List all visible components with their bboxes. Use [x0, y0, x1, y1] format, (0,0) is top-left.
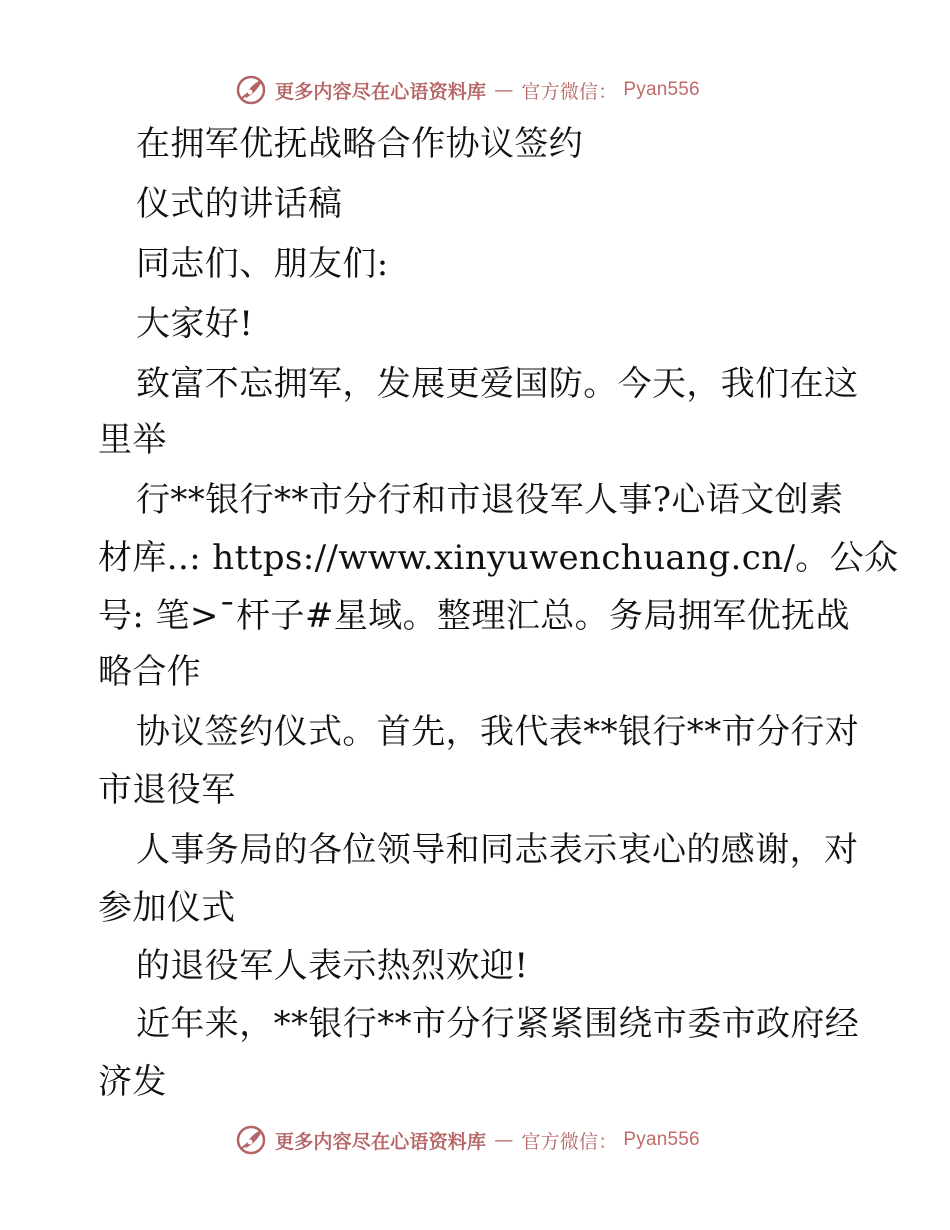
header-banner-official-label: 官方微信： [521, 80, 618, 103]
header-banner-main-text: 更多内容尽在心语资料库 [275, 80, 487, 103]
document-line: 号: 笔>¯杆子#星域。整理汇总。务局拥军优抚战 [98, 596, 850, 636]
document-line: 济发 [98, 1062, 167, 1102]
document-line: 协议签约仪式。首先，我代表**银行**市分行对 [136, 712, 860, 752]
document-line: 市退役军 [98, 770, 236, 810]
document-line: 参加仪式 [98, 888, 236, 928]
document-line: 同志们、朋友们: [136, 244, 389, 284]
header-banner-dash: — [494, 79, 514, 101]
document-line: 在拥军优抚战略合作协议签约 [136, 124, 584, 164]
document-line: 里举 [98, 420, 167, 460]
footer-banner-wechat-id: Pyan556 [623, 1129, 700, 1150]
header-banner-wechat-id: Pyan556 [623, 79, 700, 100]
pen-nib-seal-icon [235, 1124, 267, 1156]
document-line: 的退役军人表示热烈欢迎! [136, 946, 529, 986]
document-line: 近年来，**银行**市分行紧紧围绕市委市政府经 [136, 1004, 860, 1044]
document-line: 略合作 [98, 652, 202, 692]
document-line: 大家好! [136, 304, 254, 344]
document-line: 人事务局的各位领导和同志表示衷心的感谢，对 [136, 830, 859, 870]
footer-banner-official-label: 官方微信： [521, 1130, 618, 1153]
document-line: 致富不忘拥军，发展更爱国防。今天，我们在这 [136, 364, 859, 404]
document-line: 仪式的讲话稿 [136, 184, 343, 224]
document-line: 行**银行**市分行和市退役军人事?心语文创素 [136, 480, 844, 520]
footer-banner-dash: — [494, 1129, 514, 1151]
footer-banner-main-text: 更多内容尽在心语资料库 [275, 1130, 487, 1153]
document-line: 材库..: https://www.xinyuwenchuang.cn/。公众 [98, 538, 899, 578]
footer-banner [235, 1122, 715, 1158]
